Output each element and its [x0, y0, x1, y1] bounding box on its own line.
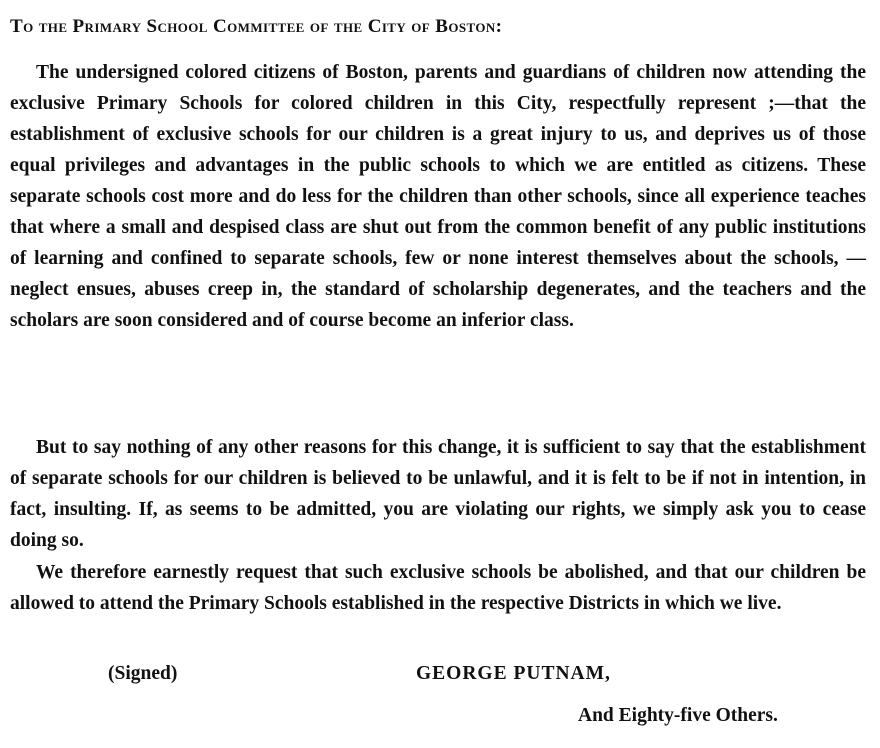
other-signatories: And Eighty-five Others. [578, 705, 778, 726]
signatory-name: GEORGE PUTNAM, [416, 663, 611, 684]
paragraph-3: We therefore earnestly request that such exclusive schools be abolished, and that our children be allowed to attend the Primary Schools established in the respective Districts in which we live. [10, 562, 866, 614]
signed-label: (Signed) [108, 663, 178, 684]
paragraph-2: But to say nothing of any other reasons for this change, it is sufficient to say that the establishment of separate schools for our children is believed to be unlawful, and it is felt to be if not in intention, in fact, insulting. If, as seems to be admitted, you are violating our rights, we simply ask you to cease doing so. [10, 437, 866, 551]
paragraph-1: The undersigned colored citizens of Boston, parents and guardians of children now attending the exclusive Primary Schools for colored children in this City, respectfully represent ;—that the establishment of exclusive schools for our children is a great injury to us, and deprives us of those equal privileges and advantages in the public schools to which we are entitled as citizens. These separate schools cost more and do less for the children than other schools, since all experience teaches that where a small and despised class are shut out from the common benefit of any public institutions of learning and confined to separate schools, few or none interest themselves about the schools, —neglect ensues, abuses creep in, the standard of scholarship degenerates, and the teachers and the scholars are soon considered and of course become an inferior class. [10, 62, 866, 331]
petition-heading: To the Primary School Committee of the City of Boston: [10, 16, 503, 37]
